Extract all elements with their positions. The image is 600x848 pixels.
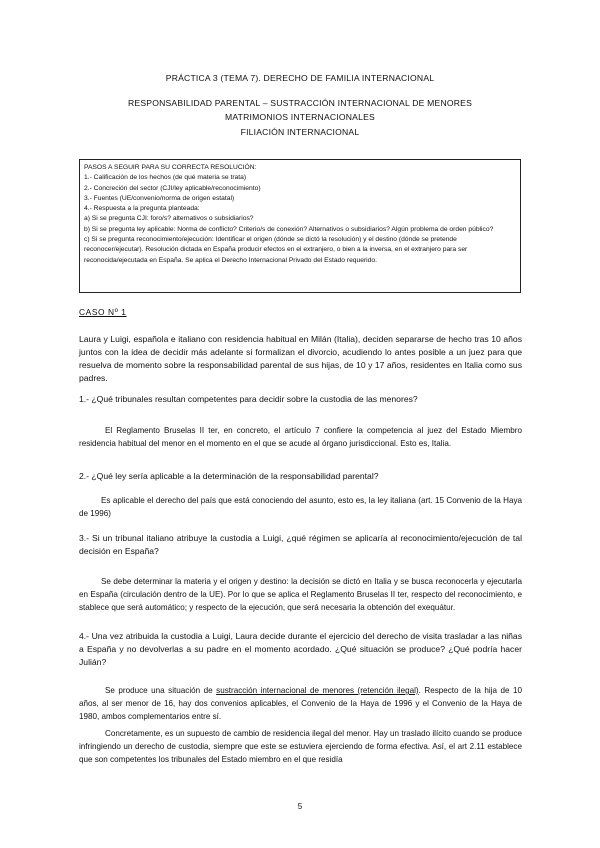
document-subtitle-1: RESPONSABILIDAD PARENTAL – SUSTRACCIÓN INTERNACIONAL DE MENORES xyxy=(128,98,472,108)
answer-2: Es aplicable el derecho del país que está conociendo del asunto, esto es, la ley italiana (art. 15 Convenio de la Haya de 1996) xyxy=(79,496,522,518)
step-line: 4.- Respuesta a la pregunta planteada: xyxy=(84,205,200,213)
question-1: 1.- ¿Qué tribunales resultan competentes para decidir sobre la custodia de las menores? xyxy=(79,394,418,404)
document-title: PRÁCTICA 3 (TEMA 7). DERECHO DE FAMILIA INTERNACIONAL xyxy=(165,73,435,83)
step-line: 2.- Concreción del sector (CJI/ley aplicable/reconocimiento) xyxy=(84,184,261,192)
question-3: 3.- Si un tribunal italiano atribuye la custodia a Luigi, ¿qué régimen se aplicaría al reconocimiento/ejecución de tal decisión en España? xyxy=(79,533,522,556)
steps-heading: PASOS A SEGUIR PARA SU CORRECTA RESOLUCIÓN: xyxy=(84,164,257,171)
step-line: b) Si se pregunta ley aplicable: Norma de conflicto? Criterio/s de conexión? Alternativos o subsidiarios? Algún problema de orden público? xyxy=(84,225,494,233)
document-subtitle-3: FILIACIÓN INTERNACIONAL xyxy=(240,127,360,137)
case-intro: Laura y Luigi, española e italiano con residencia habitual en Milán (Italia), deciden separarse de hecho tras 10 años juntos con la idea de decidir más adelante si formalizan el divorcio, acudiendo lo antes posible a un juez para que resuelva de momento sobre la responsabilidad parental de sus hijas, de 10 y 17 años, residentes en Italia como sus padres. xyxy=(79,334,522,383)
underlined-term: sustracción internacional de menores (retención ilegal) xyxy=(216,686,419,695)
answer-3: Se debe determinar la materia y el origen y destino: la decisión se dictó en Italia y se busca reconocerla y ejecutarla en España (circulación dentro de la UE). Por lo que se aplica el Reglamento Bruselas II ter, respecto del reconocimiento, e stablece que será automático; y respecto de la ejecución, que será necesaria la obtención del exequátur. xyxy=(79,577,522,612)
step-line: c) Si se pregunta reconocimiento/ejecución: Identificar el origen (dónde se dictó la resolución) y el destino (dónde se pretende reconocer/ejecutar). Resolución dictada en España producir efectos en el extranjero, o bien a la inversa, en el extranjero para ser reconocida/ejecutada en España. Se aplica el Derecho Internacional Privado del Estado requerido. xyxy=(84,236,468,264)
answer-1: El Reglamento Bruselas II ter, en concreto, el artículo 7 confiere la competencia al juez del Estado Miembro residencia habitual del menor en el momento en el que se acude al órgano jurisdiccional. Esto es, Italia. xyxy=(79,426,522,448)
answer-4 xyxy=(79,684,522,723)
step-line: a) Si se pregunta CJI: foro/s? alternativos o subsidiarios? xyxy=(84,215,254,223)
answer-5: Concretamente, es un supuesto de cambio de residencia ilegal del menor. Hay un traslado ilícito cuando se produce infringiendo un derecho de custodia, siempre que este se estuviera ejerciendo de forma efectiva. Así, el art 2.11 establece que son competentes los tribunales del Estado miembro en el que residía xyxy=(79,729,522,764)
answer-4-start: Se produce una situación de xyxy=(105,686,217,695)
page-number: 5 xyxy=(297,802,303,811)
question-2: 2.- ¿Qué ley sería aplicable a la determinación de la responsabilidad parental? xyxy=(79,471,379,481)
step-line: 3.- Fuentes (UE/convenio/norma de origen estatal) xyxy=(84,194,235,202)
step-line: 1.- Calificación de los hechos (de qué materia se trata) xyxy=(84,174,247,182)
answer-4-end: . Respecto de la hija de 10 años, al ser menor de 16, hay dos convenios aplicables, el Convenio de la Haya de 1996 y el Convenio de la Haya de 1980, ambos complementarios entre sí. xyxy=(79,686,523,721)
document-subtitle-2: MATRIMONIOS INTERNACIONALES xyxy=(225,112,375,122)
resolution-steps-box xyxy=(79,159,521,293)
question-4: 4.- Una vez atribuida la custodia a Luigi, Laura decide durante el ejercicio del derecho de visita trasladar a las niñas a España y no devolverlas a su padre en el momento acordado. ¿Qué situación se produce? ¿Qué podría hacer Julián? xyxy=(79,631,522,667)
case-title: CASO Nº 1 xyxy=(79,307,127,317)
